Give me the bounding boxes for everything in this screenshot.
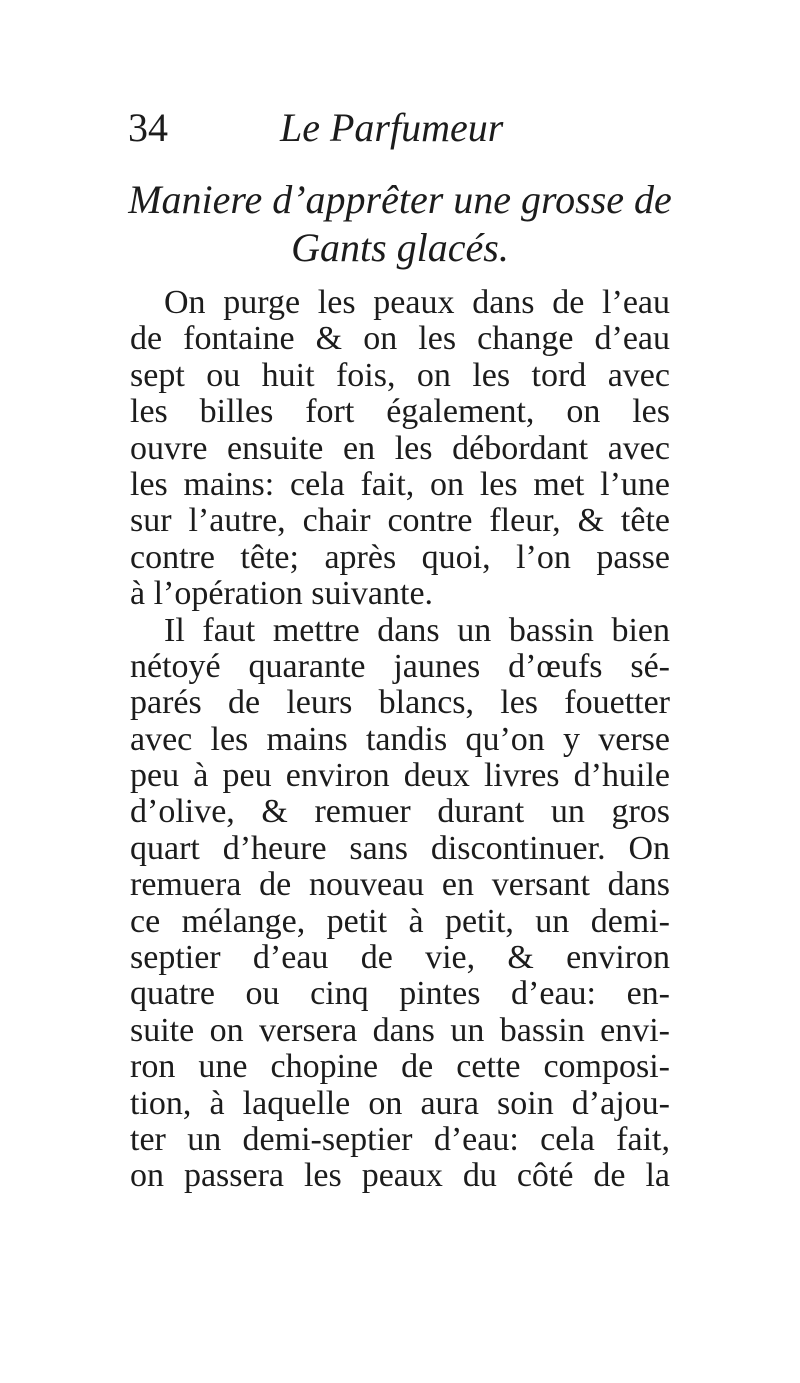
text-line: parés de leurs blancs, les fouetter <box>130 684 670 722</box>
text-line: ouvre ensuite en les débordant avec <box>130 429 670 467</box>
text-line: Il faut mettre dans un bassin bien <box>164 611 670 649</box>
text-line: ter un demi-septier d’eau: cela fait, <box>130 1120 670 1158</box>
section-heading-line: Gants glacés. <box>291 225 509 270</box>
text-line: septier d’eau de vie, & environ <box>130 939 670 977</box>
text-line: les billes fort également, on les <box>130 393 670 431</box>
text-line: avec les mains tandis qu’on y verse <box>130 720 670 758</box>
running-head <box>128 98 668 158</box>
text-line: sept ou huit fois, on les tord avec <box>130 356 670 394</box>
text-line: remuera de nouveau en versant dans <box>130 866 670 904</box>
text-line: les mains: cela fait, on les met l’une <box>130 465 670 503</box>
text-line: On purge les peaux dans de l’eau <box>164 284 670 321</box>
text-line: nétoyé quarante jaunes d’œufs sé- <box>130 647 670 685</box>
text-line: peu à peu environ deux livres d’huile <box>130 757 670 795</box>
text-line: quatre ou cinq pintes d’eau: en- <box>130 975 670 1013</box>
running-title: Le Parfumeur <box>280 105 504 150</box>
text-line: contre tête; après quoi, l’on passe <box>130 538 670 576</box>
text-line: suite on versera dans un bassin envi- <box>130 1011 670 1049</box>
text-line: tion, à laquelle on aura soin d’ajou- <box>130 1084 670 1122</box>
text-line: ron une chopine de cette composi- <box>130 1048 670 1086</box>
text-line: sur l’autre, chair contre fleur, & tête <box>130 502 670 540</box>
page-number: 34 <box>128 105 168 150</box>
text-line: ce mélange, petit à petit, un demi- <box>130 902 670 940</box>
text-line: quart d’heure sans discontinuer. On <box>130 829 670 867</box>
text-line: on passera les peaux du côté de la <box>130 1157 670 1195</box>
text-line: d’olive, & remuer durant un gros <box>130 793 670 831</box>
text-line: à l’opération suivante. <box>130 575 434 613</box>
body-text <box>130 285 670 1195</box>
section-heading-line: Maniere d’apprêter une grosse de <box>128 177 672 222</box>
text-line: de fontaine & on les change d’eau <box>130 320 670 358</box>
section-heading <box>100 176 700 272</box>
